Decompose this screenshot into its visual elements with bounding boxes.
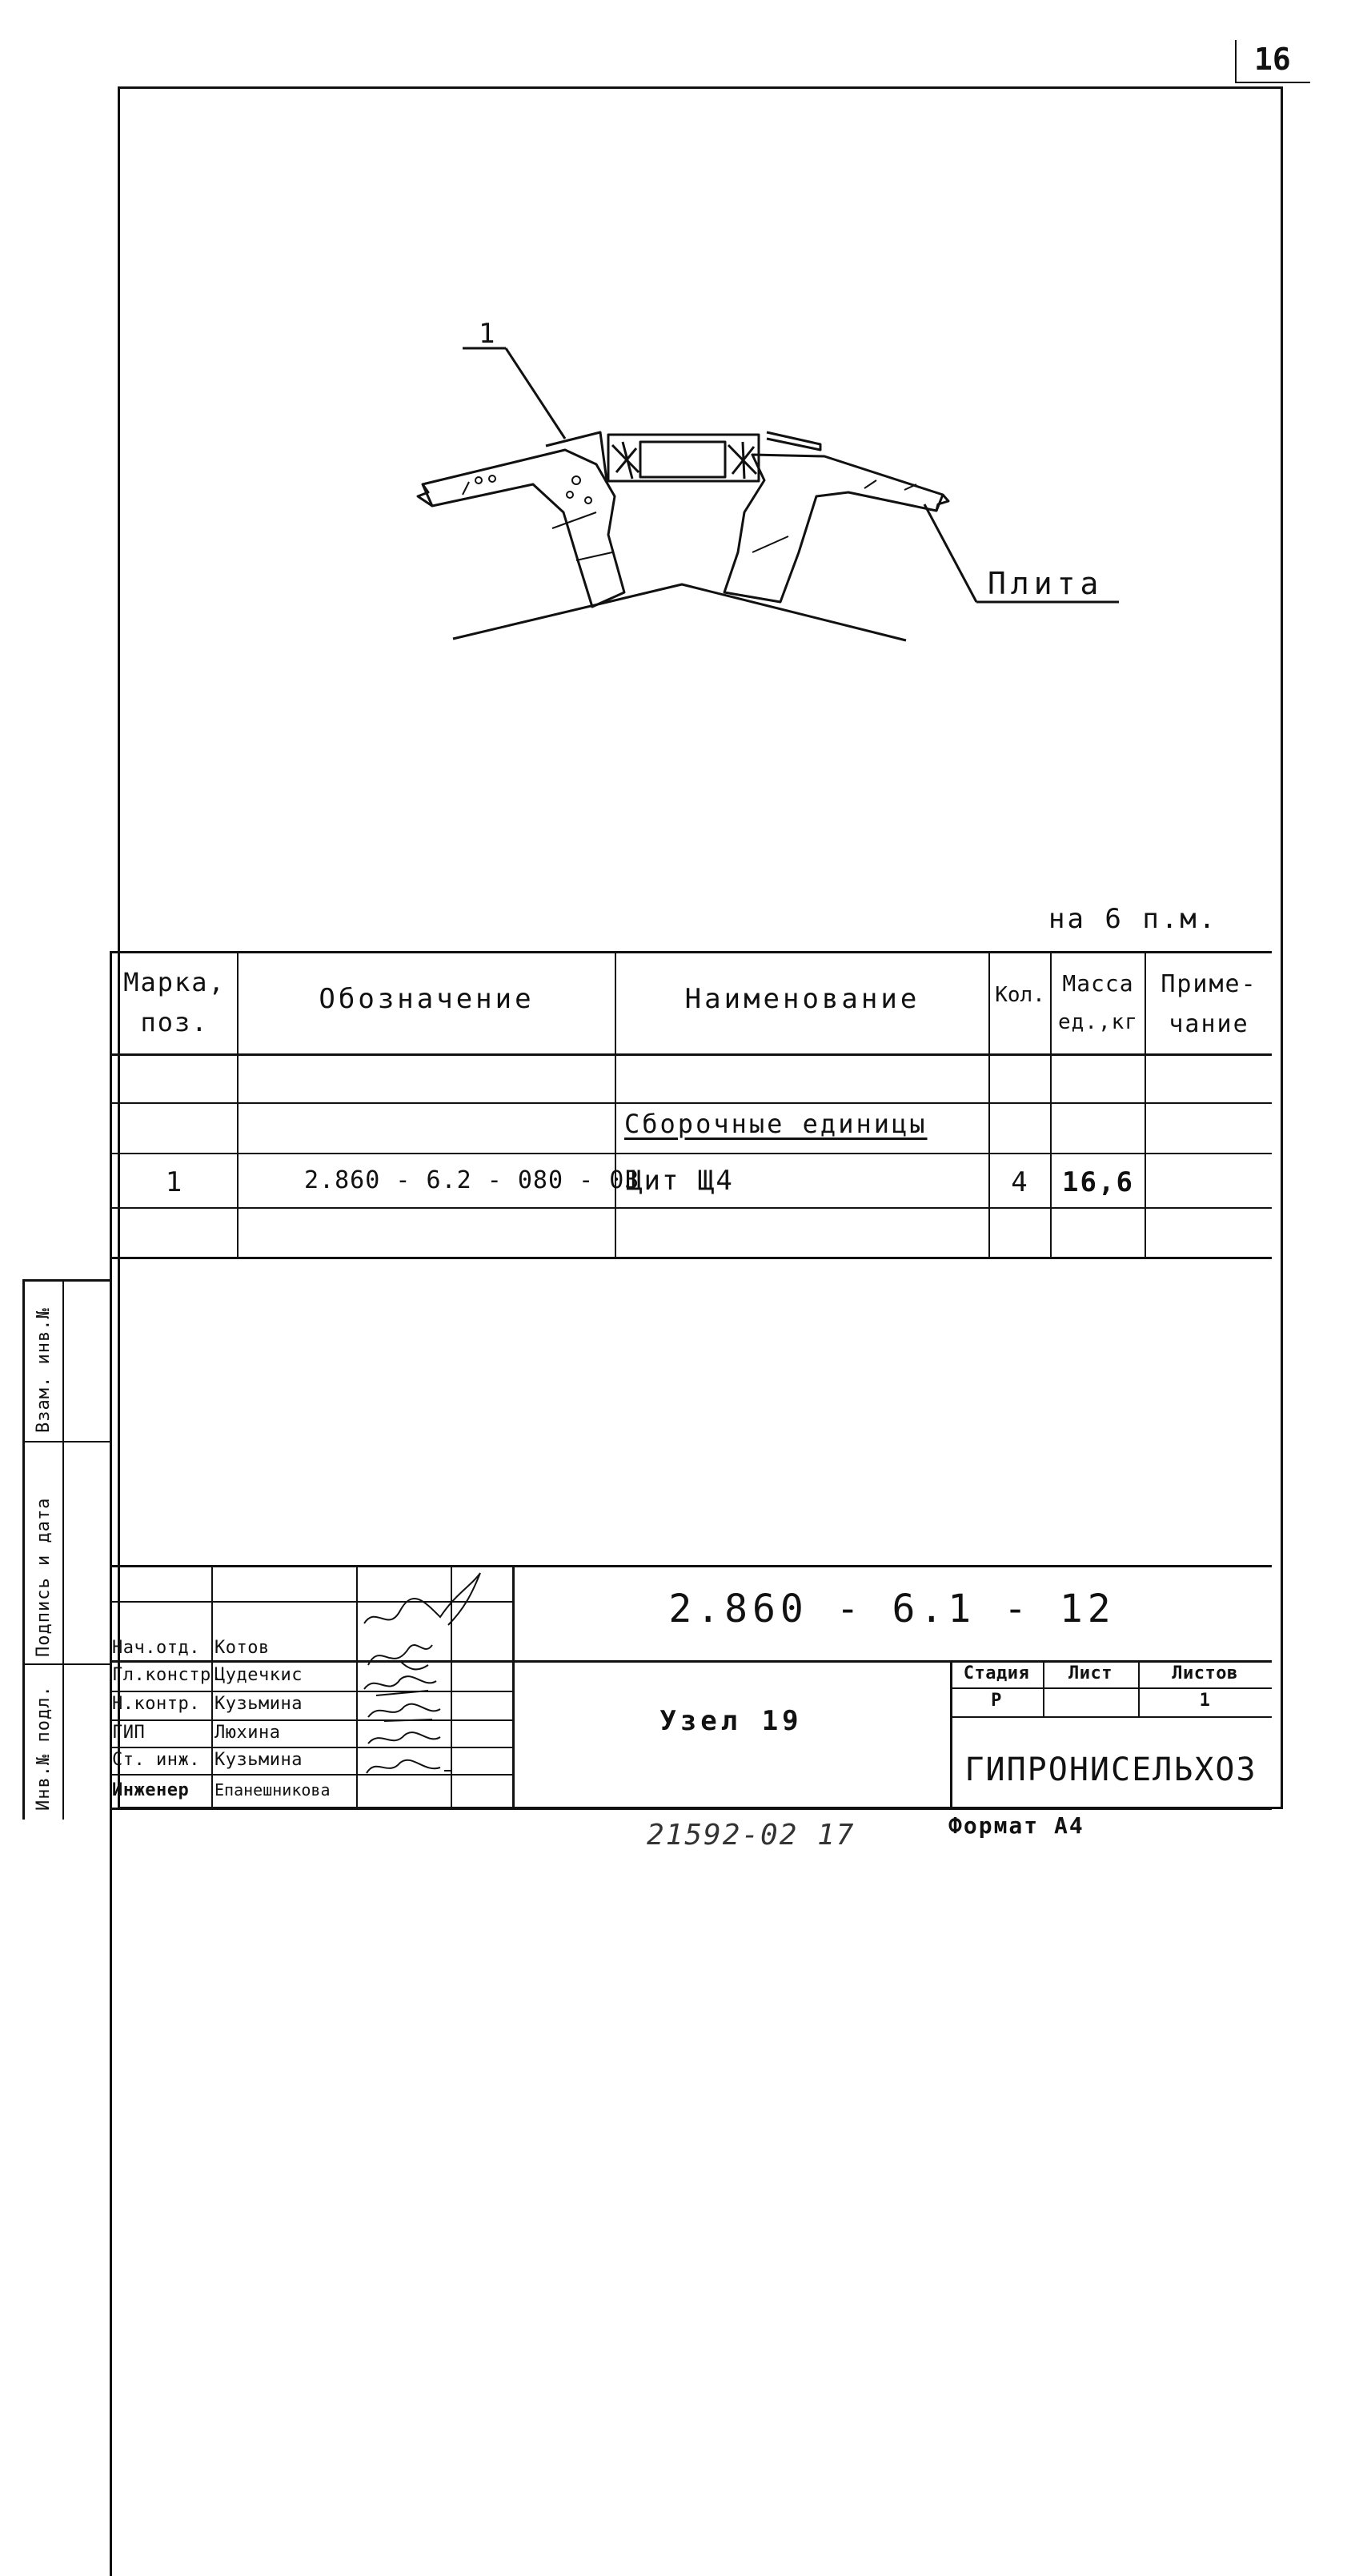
sheet-label: Лист: [1068, 1663, 1112, 1683]
sheets-value: 1: [1199, 1691, 1211, 1711]
right-cover-plate: [767, 432, 820, 450]
header-mass-1: Масса: [1062, 970, 1134, 997]
name-5: Кузьмина: [214, 1750, 303, 1770]
side-stamp-inv-podl: Инв.№ подл.: [34, 1685, 54, 1811]
side-stamp-vzam-inv: Взам. инв.№: [34, 1307, 54, 1433]
panel-inner: [640, 442, 725, 477]
row-1-mass: 16,6: [1062, 1166, 1134, 1198]
header-mass-2: ед.,кг: [1058, 1010, 1138, 1034]
insulation-right: [728, 442, 756, 479]
side-stamp-podpis-data: Подпись и дата: [34, 1497, 54, 1657]
row-1-designation: 2.860 - 6.2 - 080 - 03: [304, 1166, 640, 1194]
header-designation: Обозначение: [319, 983, 535, 1015]
name-1: Котов: [214, 1638, 270, 1658]
section-title: Сборочные единицы: [624, 1109, 928, 1139]
stage-label: Стадия: [963, 1663, 1030, 1683]
name-6: Епанешникова: [214, 1780, 331, 1800]
header-name: Наименование: [684, 983, 920, 1015]
role-6: Инженер: [112, 1780, 190, 1800]
roof-base-line: [453, 584, 906, 640]
right-slab: [724, 455, 943, 602]
left-slab: [423, 450, 624, 607]
row-1-mark: 1: [165, 1166, 184, 1198]
header-note-1: Приме-: [1161, 970, 1257, 998]
signature-4: [368, 1704, 440, 1721]
role-2: Гл.констр.: [112, 1665, 222, 1685]
signature-6: [367, 1760, 452, 1773]
role-1: Нач.отд.: [112, 1638, 200, 1658]
signature-5: [368, 1732, 440, 1743]
signature-1: [364, 1573, 480, 1625]
header-mark-1: Марка,: [123, 967, 226, 997]
sheets-label: Листов: [1172, 1663, 1238, 1683]
document-title: Узел 19: [659, 1705, 803, 1737]
sheet-number: 16: [1254, 42, 1291, 77]
quantity-note: на 6 п.м.: [1048, 903, 1218, 935]
role-5: Ст. инж.: [112, 1750, 200, 1770]
callout-1-label: 1: [479, 318, 495, 350]
document-code: 2.860 - 6.1 - 12: [668, 1587, 1116, 1631]
signature-3: [364, 1676, 436, 1695]
header-qty: Кол.: [995, 983, 1045, 1007]
role-4: ГИП: [112, 1723, 146, 1743]
insulation-left: [612, 442, 639, 479]
name-4: Люхина: [214, 1723, 281, 1743]
stage-value: Р: [991, 1691, 1002, 1711]
name-2: Цудечкис: [214, 1665, 303, 1685]
signature-2: [368, 1645, 432, 1669]
stamp-number: 21592-02 17: [647, 1819, 856, 1852]
format-label: Формат А4: [948, 1812, 1084, 1839]
name-3: Кузьмина: [214, 1694, 303, 1714]
row-1-name: Щит Щ4: [626, 1165, 734, 1197]
row-1-qty: 4: [1011, 1166, 1029, 1198]
callout-1-leader: [506, 348, 565, 439]
header-note-2: чание: [1169, 1010, 1249, 1038]
organization: ГИПРОНИСЕЛЬХОЗ: [964, 1751, 1257, 1788]
plita-label: Плита: [988, 566, 1104, 601]
role-3: Н.контр.: [112, 1694, 200, 1714]
header-mark-2: поз.: [140, 1007, 209, 1037]
plita-leader: [924, 504, 976, 602]
node-drawing: [0, 0, 1355, 720]
signatures: [352, 1561, 512, 1809]
